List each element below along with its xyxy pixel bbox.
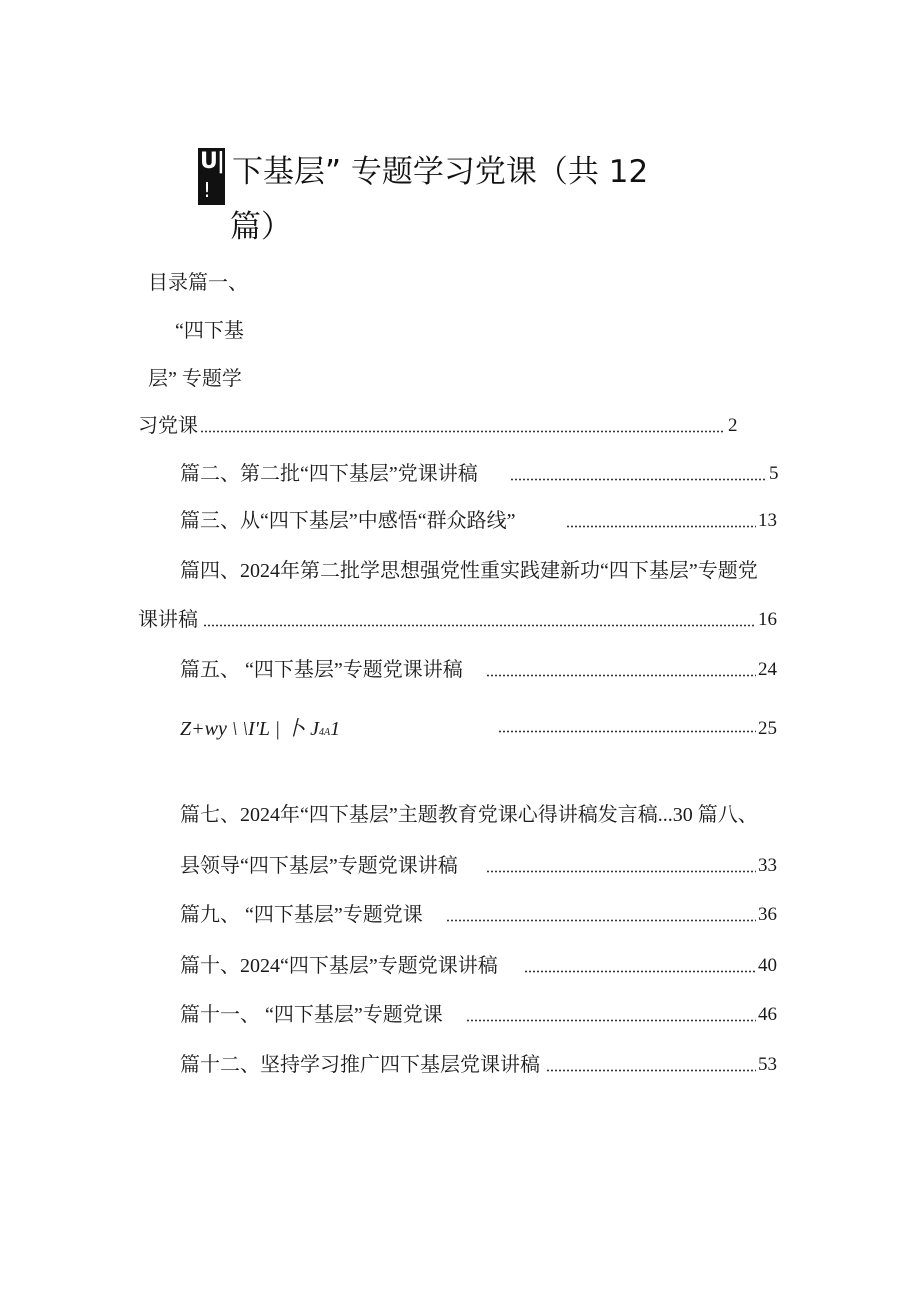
dot-leader — [486, 870, 756, 873]
dot-leader — [566, 525, 756, 528]
toc-entry-label: 篇十一、 “四下基层”专题党课 — [180, 1004, 443, 1026]
toc-entry-page: 24 — [758, 659, 777, 680]
toc-entry-label: 篇五、 “四下基层”专题党课讲稿 — [180, 659, 463, 681]
dot-leader — [200, 430, 724, 433]
toc-entry-page: 13 — [758, 510, 777, 531]
dot-leader — [486, 674, 756, 677]
toc-entry-page: 33 — [758, 855, 777, 876]
dot-leader — [524, 970, 756, 973]
toc-entry-label: 篇十二、坚持学习推广四下基层党课讲稿 — [180, 1054, 540, 1076]
toc-entry-page: 25 — [758, 718, 777, 739]
toc-entry-label: 篇二、第二批“四下基层”党课讲稿 — [180, 463, 478, 485]
dot-leader — [203, 624, 756, 627]
toc-entry-label: 篇三、从“四下基层”中感悟“群众路线” — [180, 510, 516, 532]
badge-top-text: U| — [200, 149, 224, 174]
dot-leader — [546, 1069, 756, 1072]
title-badge — [198, 148, 225, 205]
dot-leader — [498, 730, 756, 733]
garbled-text-part: 1 — [330, 718, 341, 740]
toc-entry-label: 篇十、2024“四下基层”专题党课讲稿 — [180, 955, 498, 977]
toc-entry-page: 2 — [728, 415, 738, 436]
document-title-line1: 下基层” 专题学习党课（共 12 — [232, 154, 649, 190]
dot-leader — [510, 478, 766, 481]
toc-entry-label: 篇七、2024年“四下基层”主题教育党课心得讲稿发言稿...30 篇八、 — [180, 804, 758, 826]
toc-entry-page: 40 — [758, 955, 777, 976]
toc-entry-label: 篇四、2024年第二批学思想强党性重实践建新功“四下基层”专题党 — [180, 560, 758, 582]
dot-leader — [466, 1019, 756, 1022]
toc-entry-label: 篇九、 “四下基层”专题党课 — [180, 904, 423, 926]
toc-entry-page: 5 — [769, 463, 779, 484]
dot-leader — [446, 919, 756, 922]
toc-entry-page: 16 — [758, 609, 777, 630]
garbled-text-part: 4A — [319, 727, 331, 738]
toc-entry-label-continued: 课讲稿 — [138, 609, 198, 631]
toc-entry-page: 46 — [758, 1004, 777, 1025]
garbled-text-part: Z+wy \ \I'L | 卜 J — [180, 718, 320, 740]
toc-heading-continued: 层” 专题学 — [148, 368, 242, 390]
badge-bottom-text: ! — [203, 178, 212, 202]
toc-entry-page: 36 — [758, 904, 777, 925]
toc-heading-continued: “四下基 — [175, 320, 244, 342]
toc-entry-page: 53 — [758, 1054, 777, 1075]
toc-heading: 目录篇一、 — [148, 272, 248, 294]
toc-entry-label: 县领导“四下基层”专题党课讲稿 — [180, 855, 458, 877]
toc-entry-label: 习党课 — [138, 415, 198, 437]
toc-entry-label-garbled — [180, 719, 340, 743]
document-title-line2: 篇） — [230, 209, 292, 245]
